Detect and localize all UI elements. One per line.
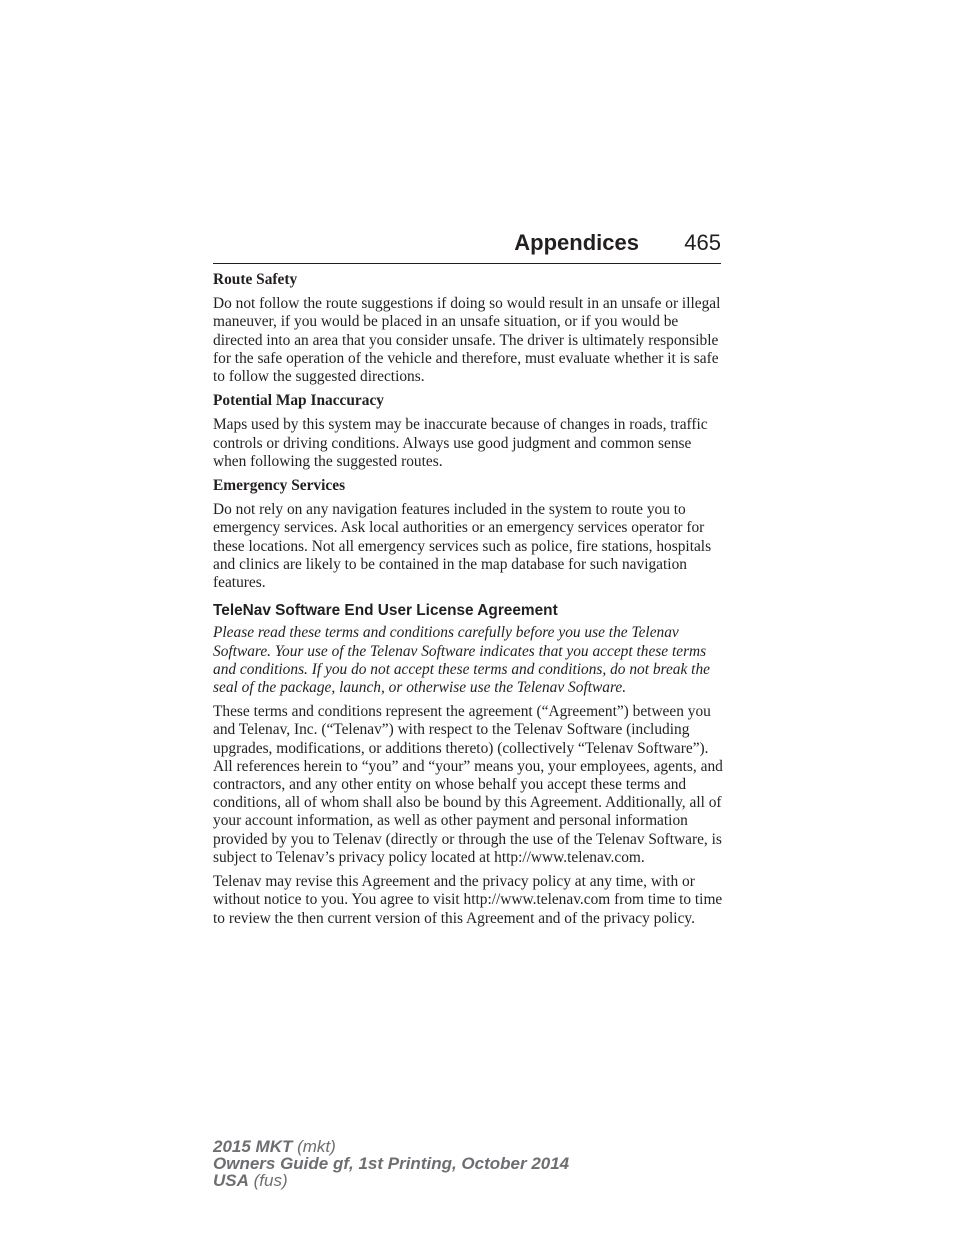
paragraph-route-safety: Do not follow the route suggestions if doing so would result in an unsafe or illegal maneuver, if you would be placed in an unsafe situation, or if you would be directed into an area that you consider unsafe. The driver is ultimately responsible for the safe operation of the vehicle and therefore, must evaluate whether it is safe to follow the suggested directions. (213, 295, 721, 386)
page-content (213, 271, 723, 934)
heading-map-inaccuracy: Potential Map Inaccuracy (213, 392, 384, 410)
paragraph-eula-revisions: Telenav may revise this Agreement and the privacy policy at any time, with or without notice to you. You agree to visit http://www.telenav.com from time to time to review the then current version of this Agreement and of the privacy policy. (213, 873, 723, 927)
page-header (213, 229, 721, 264)
footer-line-region (213, 1172, 569, 1189)
paragraph-eula-intro: Please read these terms and conditions carefully before you use the Telenav Software. Your use of the Telenav Software indicates that you accept these terms and conditions. If you do not accept these terms and conditions, do not break the seal of the package, launch, or otherwise use the Telenav Software. (213, 624, 710, 697)
footer-line-model (213, 1138, 569, 1155)
footer-model-code: (mkt) (297, 1137, 336, 1156)
page-number: 465 (684, 230, 721, 255)
page-footer (213, 1138, 569, 1189)
paragraph-emergency-services: Do not rely on any navigation features included in the system to route you to emergency services. Ask local authorities or an emergency services operator for these locations. Not all emergency services such as police, fire stations, hospitals and clinics are likely to be contained in the map database for such navigation features. (213, 501, 712, 592)
footer-region-code: (fus) (253, 1171, 288, 1190)
paragraph-map-inaccuracy: Maps used by this system may be inaccurate because of changes in roads, traffic controls or driving conditions. Always use good judgment and common sense when following the suggested routes. (213, 416, 708, 470)
footer-guide-line: Owners Guide gf, 1st Printing, October 2014 (213, 1154, 570, 1173)
footer-model: 2015 MKT (213, 1137, 293, 1156)
heading-eula: TeleNav Software End User License Agreement (213, 602, 558, 620)
heading-emergency-services: Emergency Services (213, 477, 346, 495)
paragraph-eula-terms: These terms and conditions represent the agreement (“Agreement”) between you and Telenav, Inc. (“Telenav”) with respect to the Telenav Software (including upgrades, modifications, or additions thereto) (collectively “Telenav Software”). All references herein to “you” and “your” means you, your employees, agents, and contractors, and any other entity on whose behalf you accept these terms and conditions, all of whom shall also be bound by this Agreement. Additionally, all of your account information, as well as other payment and personal information provided by you to Telenav (directly or through the use of the Telenav Software, is subject to Telenav’s privacy policy located at http://www.telenav.com. (213, 703, 723, 866)
footer-region: USA (213, 1171, 249, 1190)
section-title: Appendices (514, 230, 639, 255)
heading-route-safety: Route Safety (213, 271, 298, 288)
